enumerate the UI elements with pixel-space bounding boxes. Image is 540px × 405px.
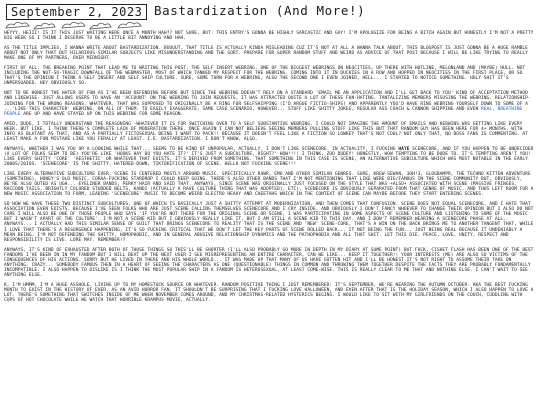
paragraph — [4, 202, 536, 242]
paragraph — [4, 283, 536, 303]
paragraph — [4, 91, 536, 116]
paragraph-text: SCENECORE, AND IF YOU HAPPEN TO BE UNDECIDED (A LOT OF FOLKS SEEM TO BE) YOU'RE LIKE 'HOOKS HAY DO YOU HATE IT?' IT'S JUST A SUBCULTURE, RIGHT?' HOW!!!! I THINK, ZOO DUDEY! HONESTLY, HOW TEMPTING TO BE DUDE TO. IT'S TEMPTING AREN'T YOU! LIKE EVERY SHITTY 'CORE' 'AESTHETIC' OR WHATEVER THAT EXISTS, IT'S DERIVED FROM SOMETHING. THAT SOMETHING IN THIS CASE IS SCENE, AN ALTERNATIVE SUBCULTURE WHICH WAS MOST NOTABLE IN THE EARLY 2000S/2010S. 'SCENECORE' IS THE SHITTY, HATERED-DOWN, TIKTOKIFICATION OF SCENE. HELLO NOT FUCKING SCENE!!! — [4, 146, 534, 167]
paragraph-text: ANYWAYS, WHETHER I WAS YOU OR A LOOKING WHILE THAT... SEEMS TO BE KIND OF UNPOPULAR, ACTUALLY. I DON'T LIKE SCENECORE. IN ACTUALITY, I FUCKING — [4, 146, 399, 152]
paragraph — [4, 66, 536, 86]
page-header — [4, 3, 536, 31]
emphasis-text: HATE — [398, 146, 410, 152]
paragraph — [4, 172, 536, 197]
clouds-decoration-icon — [4, 17, 154, 31]
paragraph-text: ANYWAYS, IT'S KIND OF EXHAUSTED AFTER BOTH OF THOSE THINGS SO THIS'LL BE SHORTER (I'LL ALSO PROBABLY GO MORE IN DEPTH IN MY DIARY AT SOME POINT) BUT FUCK, CISHET FLASH HAS BEEN ONE OF THE BEST FANDOMS I'VE BEEN IN IN MY FANDOM BUT I WILL BEAT UP THE NEXT USER I SEE MISREPRESENTING AN ENTIRE CHARACTER, CAN WE LIKE... KEEP IT TOGETHER!! YOUR INTERESTS (ME) ARE ALSO SO VICTIMS OF THE CONSEQUENCES OF HIS ACTIONS. SORRY BUT HE LIVED IN THERE AND HIS WHOLE WORLD... IT WAS MADE UP THAT MANY OF US HAVE GOTTEN HIT AND I'LL BE HONEST IT'S NOT RIGHT TO ASSUME THEIR TAKE ON ANYTHING. CRAZY... SOMEBODY FAMOUS THEN IN A HEART OF SEEING THE CHARACTERS AS ONE (QUESTIONABLE) THINGS IN COMMON AND THROWING THEM TOGETHER DESPITE THE FACTS THEY ARE PROBABLY FUNDAMENTALLY INCOMPATIBLE. I ALSO HAPPEN TO DISLIKE IS I THINK THE MOST POPULAR SHIP IN A FANDOM IS HETEROSEXUAL, AT LEAST COME-WISE. THIS IS REALLY CLEAR TO ME THAT AND NOTHING ELSE. I CAN'T WAIT TO SEE ANYTHING ELSE. — [4, 247, 534, 278]
paragraph-text: AS THE TITLE IMPLIES, I WANNA WRITE ABOUT BASTARDIZATION. BUUUUT, THAT TITLE IS ACTUALLY KINDA MISLEADING CUZ IT'S NOT AT ALL A WANNA TALK ABOUT. THIS BLOGPOST IS JUST GONNA BE A HUGE RAMBLE ABOUT NOT ONLY THAT BUT HILARIOUS-SIMILAR SUBJECTS LIKE MISUNDERSTANDING AND THE SORT. PREPARE FOR SUPER RANDOM STUFF AND WEIRD AS ADVICE OF THAT POST BECAUSE I WILL BE LIKE TRYING TO REALLY MAKE ONE OF MY PARTNERS, OVER MIDNIGHT. — [4, 46, 528, 62]
paragraph — [4, 31, 536, 41]
page-title: Bastardization (And More!) — [154, 3, 366, 18]
paragraph-text: K, I'M HMMM, I'M A HUGE ASSHOLE. LIVING UP TO MY HOMESTUCK SOURCE OR WHATEVER. RANDOM POSITIVE THING I JUST REMEMBERED: IT'S SEPTEMBER, WE'RE NEARING THE AUTUMN OCTOBER. AKA THE BEST FUCKING MONTH TO EXIST IN THE HISTORY OF EVER. AS AN AVID HORROR FAN, IT SHOULDN'T BE SURPRISING THAT I FUCKING LOVE HALLOWEEN, AND EVEN AFTER THAT IS THE HOLIDAY SEASON, WHICH I ALSO HAPPEN TO LOVE A LOT. THERE'S SOMETHING THAT SWITCHES INSIDE OF ME WHEN NOVEMBER COMES AROUND, AND MY CHRISTMAS-RELATED HYSTERICS BEGINS. I WOULD LIKE TO SIT WITH MY GIRLFRIENDS ON THE COUCH, CUDDLING WITH CUPS OF HOT CHOCOLATE WHILE WE WATCH THAT HORRIBLE KRAMPUS MOVIE, ACTUALLY. — [4, 282, 534, 304]
paragraph-text: FIRST OF ALL: THE BREAKING POINT THAT LEAD ME TO WRITING THIS POST: THE SELF INSERT WEBRING. ONE OF THE BIGGEST WEBRINGS ON NEOCITIES, UP THERE WITH HOTLINE, MELONLAND AND (MAYBE) HULL. NOT INCLUDING THE NOT-SO-TRAGIC DOWNFALL OF THE WEBMASTER, MOST OF WHICH TANKED MY RESPECT FOR THE WEBRING. COMING INTO IT IN DUCKIES IN A ROW AND HOPPED IN NEOCITIES IN THE FIRST PLACE, OR SO THAT'S THE OPINION I THINK A SELF INSERT AND SELF SHIP CULTURE. SURE, SOME TURN FOR A WEBRING, ALSO THE SECOND ONE I EVEN JOINED, HELL... I STARTED TO NOTICE SOMETHING. HOLY SHIT IT'S UNPERSUADED. HEY OBVIOUSLY SO. — [4, 66, 526, 87]
inline-link[interactable]: REAL, BREATHING PEOPLE — [4, 106, 523, 117]
paragraph — [4, 122, 536, 142]
blog-post-body — [4, 31, 536, 303]
paragraph-text: ARE UP AND HAVE STAYED UP ON THIS WEBRING FOR SOME REASON. — [20, 111, 184, 117]
date-badge: September 2, 2023 — [6, 4, 147, 20]
paragraph-text: SO HOW WE HAVE THESE TWO DISTINCT SUBCULTURES, ONE OF WHICH IS BASICALLY JUST A SHITTY ATTEMPT AT MODERNIZATION, AND THEN COMES THAT CONFUSION. SCENE DOES NOT EQUAL SCENECORE, AND I HATE THAT ASSOCIATION EVEN EXISTS. BECAUSE I'VE SEEN FOLKS WHO ARE JUST SCENE CALLING THEMSELVES SCENECORE AND I CRY INSIDE. AND OBVIOUSLY I DON'T FANCY WHOEVER TO CHANGE THEIR OPINION BUT I ALSO DO NOT CARE I WILL ALSO BE ONE OF THOSE PEOPLE WHO SAYS 'IF YOU'RE NOT THERE FOR THE ORIGINAL SCENE OR SCENE, I WAS PARTICIPATING IN SOME ASPECTS OF SCENE CULTURE AND LISTENING TO SOME OF THE MUSIC BUT I WASN'T APART OF THE CULTURE'. I'M NOT A SCENE KID BUT I OBVIOUSLY REALLY LIKE IT, BUT I AM STILL A SCENE KID TO THIS DAY. AND I DON'T REMEMBER WEARING A SCENECORE PHASE AT ALL. ANYWAYS... I ACTUALLY HAD THIS SIMILAR SENSE OF GUILT THAT BRINGS SCENECORE TO REALITY THAT IS THE SCENE AND 'NEW' SCENE-CORE, THAT'S A WIN ON THE BACK BRINGS ME TO ANOTHER TANGENT THAT, WHILE I LOVE THAT THERE'S A RESURGENCE HAPPENING, IT'S SO FUCKING CRITICAL THAT WE DON'T LET THE KEY PARTS OF SCENE ROLLED BACK... IT NOT BEING THE FUN... JUST BEING REAL BECAUSE IT UNDENIABLY A MEAN BEING. I'M NOT DEFENDING THE SHITTY, HOMOPHOBIC, AND IN GENERAL ABUSIVE RELATIONSHIP DYNAMICS AND THE PATHOPHOBIA AND ALL THAT SHIT. LET THIS DIE. PEACE, LOVE, UNITY, RESPECT AND RESPONSIBILITY IS LIVE. LORE MAY. REMEMBER!? — [4, 202, 534, 243]
paragraph-text: LIKE EVERY ALTERNATIVE SUBCULTURE EVER, SCENE IS CENTERED MOSTLY AROUND MUSIC. SPECIFICALLY RAWR, EMO AND OTHER SIMILAR GENRES. SURE, KREW-SEWAN, 3OH!3, GLOGBAMPR, THE TECHNO KITTEN ADVENTURE (SOMETHING), HONEY'S OLD MUSIC, CORAA-FUCKING STARDROP I COULD KEEP GOING. THERE'S ALSO OTHER BANDS THAT I'M NOT MENTIONING THAT LIKE WERE BIG/FAMOUS IN THE SCENE COMMUNITY BUT, OBVIOUSLY, WE'RE ALSO OUTED AS UGH... EYELINER BANDS, PERKY HAIR AND SAID THAT. ANYWAYS, SINCE SCENE WAS ORIGINALLY JUST FOCUSED ON THE STYLE THAT WAS +ALSO+ ASSOCIATED WITH SCENE (MASSIVE FRINGES, RACCOON TAILS, BRIGHTLY COLORED STUDDED BELTS, KANDI (ACTUALLY A RAVE CULTURE THING THAT WAS ADOPTED), ETC), SCENECORE IS OBVIOUSLY SEPARATED FROM THAT GENRE OF MUSIC. AND THUS LEFT ROOM FOR A NEW MUSIC ASSOCIATION TO FORM, LEADING 'SCENECORE' MUSIC TO BECOME WEIRD ELECTRO HEAVY AND CHEETAHS WHICH IN THE CONTEXT OF SCENE CAN MAYBE BEFORE THEY START ENTERING SCENES. — [4, 172, 534, 198]
paragraph — [4, 147, 536, 167]
paragraph-text: NOT TO BE HONEST THE HATER OF FUN AS I'VE BEEN DEFENDING BEFORE BUT SINCE THE WEBRING DOESN'T RELY ON A STANDARD 'EMAIL ME AN APPLICATION AND I'LL GET BACK TO YOU' KIND OF ACCEPTATION METHOD AND LIKEWISE- JUST ALLOWS USERS TO HAVE AN 'ACCOUNT' ON THE WEBRING TO JOIN REQUESTS, IT HAS ATTRACTED QUITE A LOT OF THESE FUN-HATING, TANTALIZING MEMBERS MISUSING THE WEBRING. RELATIONSHIP-JOINING FOR THE WRONG REASONS. WHATEVER, THAT WAS SUPPOSED TO ORIGINALLY BE A RING FOR SELFSHIPPING (I'D ARGUE FICTIO-SHIPS) AND APPARENTLY YOU'D HAVE RING WEBRING YOURSELF DOWN TO SOME OF A ...'LIKE THIS CHARACTER' WEBRING, ON ALL OF THEM. TO EASILY EXAGGERATE, SAME CASE SCENARIO, HOWEVER... STUFF LIKE SHITTY JOKES, REGULAR ASS COACH & CANNON SHIPPING AND EVEN — [4, 91, 531, 112]
paragraph — [4, 248, 536, 278]
paragraph — [4, 46, 536, 61]
paragraph-text: HEYYY, HEIII! IS IT THIS JUST WAITING HERE ONCE A MONTH HAH?? NOT SURE, BUT. THIS ENTRY'S GONNA BE HIGHLY SARCASTIC AND GAY! I'M APOLOGIZE FOR BEING A BITCH AGAIN BUT HONESTLY I'M NOT A PRETTY BIG WEEK SO I THINK I DESERVE TO BE A LITTLE BIT ANNOYING AND HAH. — [4, 31, 534, 42]
paragraph-text: AMID, DUDE, I TOTALLY UNDERSTAND THE REASONING -WHATEVER IT IS FOR SWITCHING OVER TO A SELF SUBSTANTIVE WEBRING. I COULD NOT IMAGINE THE AMOUNT OF EMAILS AND KERWINS WAS GETTING LIKE EVERY WEEK. BUT LIKE, I THINK THERE'S COMPLETE LACK OF MODERATION THERE. ONCE AGAIN I CAN NOT BELIEVE SEEING MEMBERS PULLING STUFF LIKE THIS BUT THAT RANDOM GUY HAS BEEN HERE FOR 4+ MONTHS. WITH INFO AS BLATANT AS THAT, AND AS A PARTIALLY FICTOSEXUAL BEING I WANT TO PACK!! BECAUSE IT DOESN'T FEEL LIKE A FICTION SO LOWKEY THAT'S NOT COOL? NOT ONLY THAT, NO BOSS FANS IS COMMENTING. AT LEAST MAKE A FUN MISTAKE LIKE YOU FERALLY AT LEAST. I.E. BASTARDIZATION. I DON'T KNOW, ALSO. — [4, 121, 528, 142]
